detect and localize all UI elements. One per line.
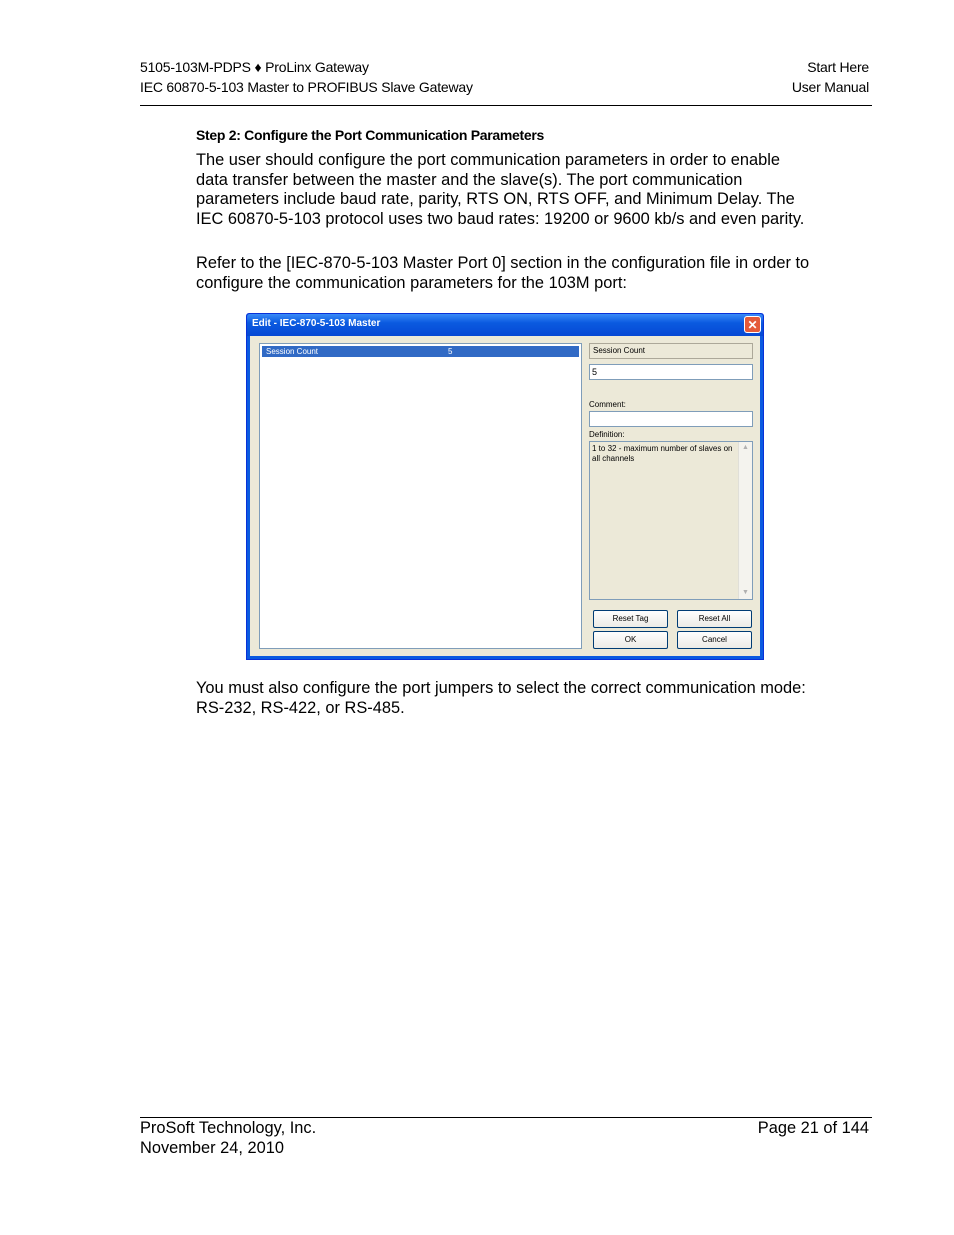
value-input[interactable]: 5 <box>589 364 753 380</box>
paragraph-port-jumpers: You must also configure the port jumpers to select the correct communication mode: RS-232, RS-422, or RS-485. <box>196 679 806 717</box>
step-title: Step 2: Configure the Port Communication Parameters <box>196 127 544 143</box>
scroll-up-icon[interactable]: ▲ <box>742 444 749 451</box>
definition-label: Definition: <box>589 430 625 439</box>
header-subtitle: IEC 60870-5-103 Master to PROFIBUS Slave Gateway <box>140 79 473 95</box>
ok-button[interactable]: OK <box>593 631 668 649</box>
parameter-list[interactable] <box>259 343 582 649</box>
header-left <box>140 57 473 97</box>
dialog-titlebar <box>247 314 763 336</box>
list-item-name: Session Count <box>266 347 319 356</box>
list-item[interactable] <box>262 346 579 357</box>
footer-left <box>140 1119 316 1158</box>
comment-input[interactable] <box>589 411 753 427</box>
cancel-button[interactable]: Cancel <box>677 631 752 649</box>
reset-tag-button[interactable]: Reset Tag <box>593 610 668 628</box>
footer-company: ProSoft Technology, Inc. <box>140 1119 317 1137</box>
dialog-client-area <box>250 336 760 656</box>
close-icon[interactable]: ✕ <box>744 316 761 333</box>
definition-text: 1 to 32 - maximum number of slaves on all channels <box>592 444 733 463</box>
paragraph-port-params: The user should configure the port communication parameters in order to enable data transfer between the master and the slave(s). The port communication parameters include baud rate, parity, RTS ON, RTS OFF, and Minimum Delay. The IEC 60870-5-103 protocol uses two baud rates: 19200 or 9600 kb/s and even parity. <box>196 151 805 229</box>
footer-page-number: Page 21 of 144 <box>757 1119 869 1137</box>
header-doc-type: User Manual <box>791 79 869 95</box>
list-item-value: 5 <box>448 347 453 356</box>
footer-date: November 24, 2010 <box>140 1138 284 1157</box>
definition-box <box>589 441 753 600</box>
selected-field-title: Session Count <box>589 343 753 359</box>
header-section: Start Here <box>807 59 869 75</box>
comment-label: Comment: <box>589 400 626 409</box>
header-rule <box>140 105 872 106</box>
header-product: 5105-103M-PDPS ♦ ProLinx Gateway <box>140 59 369 75</box>
dialog-title: Edit - IEC-870-5-103 Master <box>252 318 381 329</box>
paragraph-config-reference: Refer to the [IEC-870-5-103 Master Port 0] section in the configuration file in order to configure the communication parameters for the 103M port: <box>196 254 810 292</box>
reset-all-button[interactable]: Reset All <box>677 610 752 628</box>
scroll-down-icon[interactable]: ▼ <box>742 589 749 596</box>
footer-rule <box>140 1117 872 1118</box>
definition-scrollbar[interactable] <box>738 442 752 599</box>
header-right <box>792 57 869 97</box>
edit-dialog-screenshot <box>246 313 764 660</box>
